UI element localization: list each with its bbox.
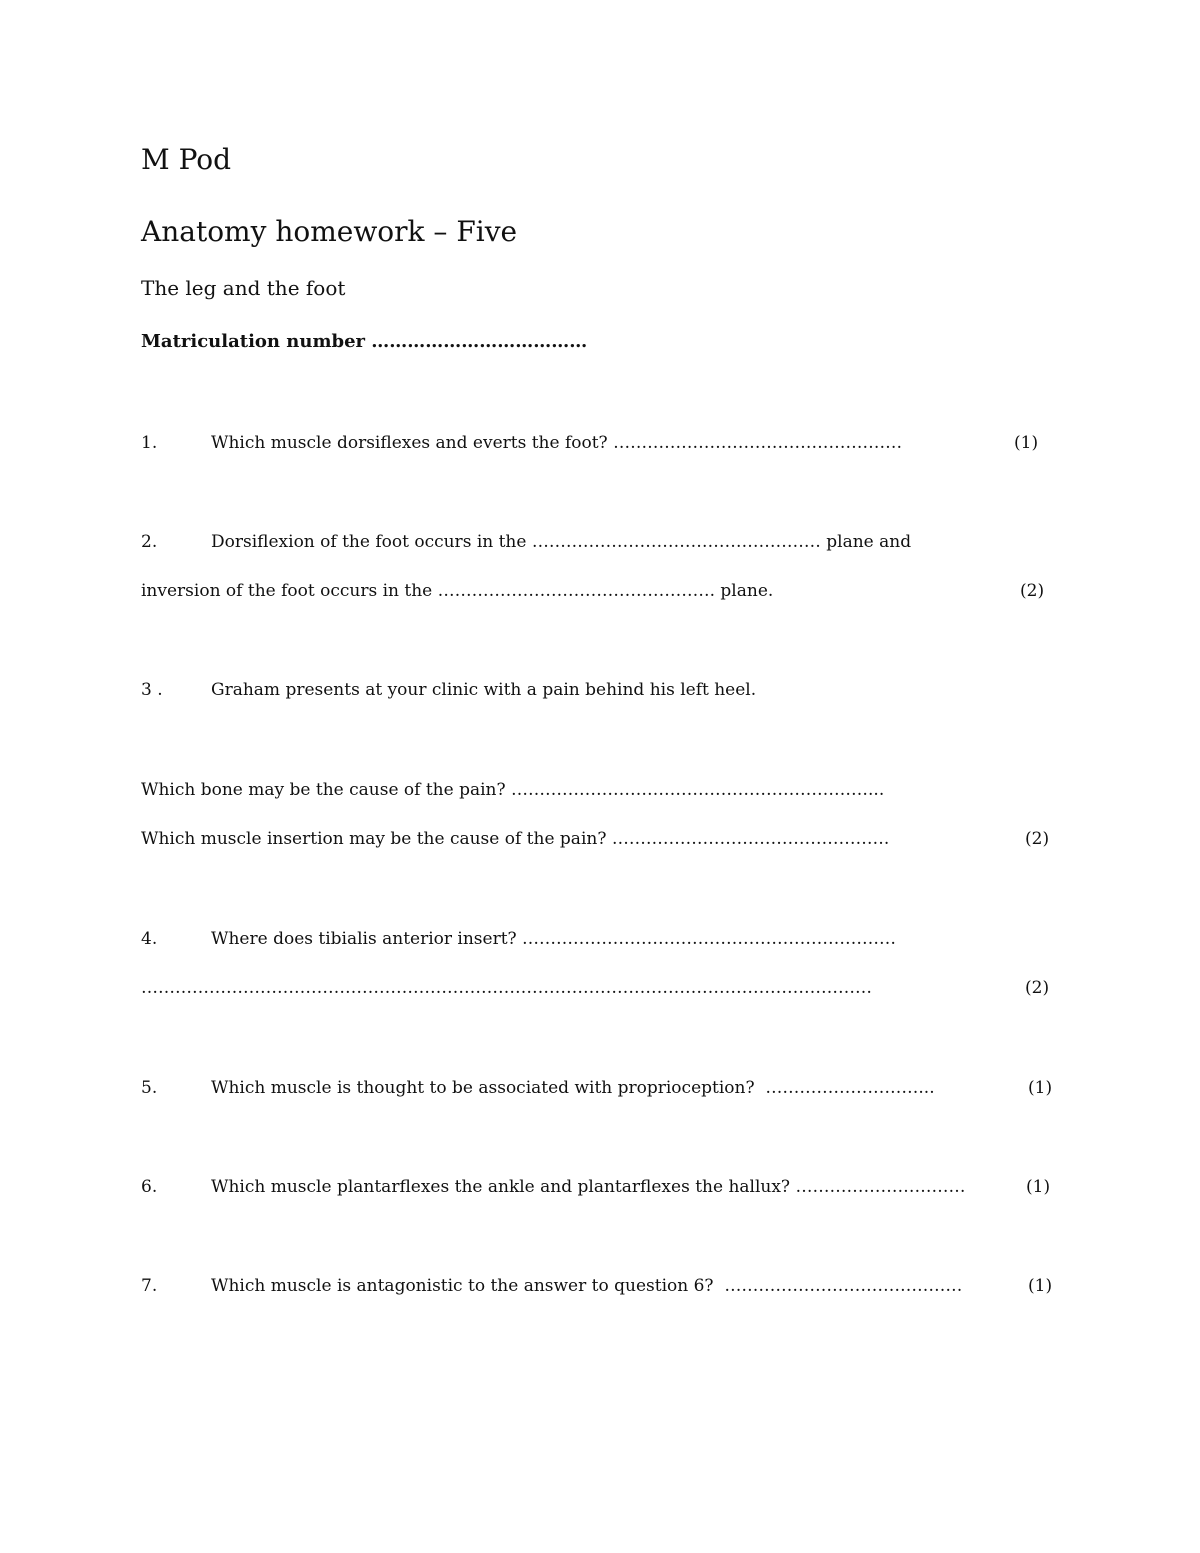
- document-title: M Pod: [141, 143, 232, 176]
- question-text: Where does tibialis anterior insert? …………………………………………………………: [211, 929, 897, 949]
- question-marks: (2): [1025, 978, 1050, 998]
- question-number: 1.: [141, 433, 158, 453]
- answer-dotted-line: …………………………………………………………………………………………………………………: [141, 978, 872, 998]
- question-marks: (1): [1028, 1276, 1053, 1296]
- question-number: 7.: [141, 1276, 158, 1296]
- question-text: Graham presents at your clinic with a pain behind his left heel.: [211, 680, 757, 700]
- question-number: 5.: [141, 1078, 158, 1098]
- question-text: Which muscle plantarflexes the ankle and plantarflexes the hallux? …………………………: [211, 1177, 966, 1197]
- homework-title: Anatomy homework – Five: [141, 215, 518, 248]
- question-subpart-muscle: Which muscle insertion may be the cause of the pain? ………………………………………….: [141, 829, 890, 849]
- question-text: Which muscle dorsiflexes and everts the foot? ……………………………………………: [211, 433, 903, 453]
- question-text: Dorsiflexion of the foot occurs in the …………………………………………… plane and: [211, 532, 912, 552]
- question-marks: (1): [1014, 433, 1039, 453]
- topic-heading: The leg and the foot: [141, 276, 346, 300]
- question-number: 2.: [141, 532, 158, 552]
- question-marks: (1): [1028, 1078, 1053, 1098]
- question-subpart-bone: Which bone may be the cause of the pain? ………………………………………………………...: [141, 780, 885, 800]
- question-marks: (2): [1025, 829, 1050, 849]
- question-number: 6.: [141, 1177, 158, 1197]
- question-text: Which muscle is antagonistic to the answer to question 6? ……………………………………: [211, 1276, 963, 1296]
- matriculation-number-field: Matriculation number ………………………………: [141, 331, 588, 352]
- question-text: Which muscle is thought to be associated with proprioception? ………………………...: [211, 1078, 935, 1098]
- question-marks: (2): [1020, 581, 1045, 601]
- question-number: 3 .: [141, 680, 163, 700]
- question-text-continued: inversion of the foot occurs in the …………………………………………. plane.: [141, 581, 774, 601]
- question-number: 4.: [141, 929, 158, 949]
- question-marks: (1): [1026, 1177, 1051, 1197]
